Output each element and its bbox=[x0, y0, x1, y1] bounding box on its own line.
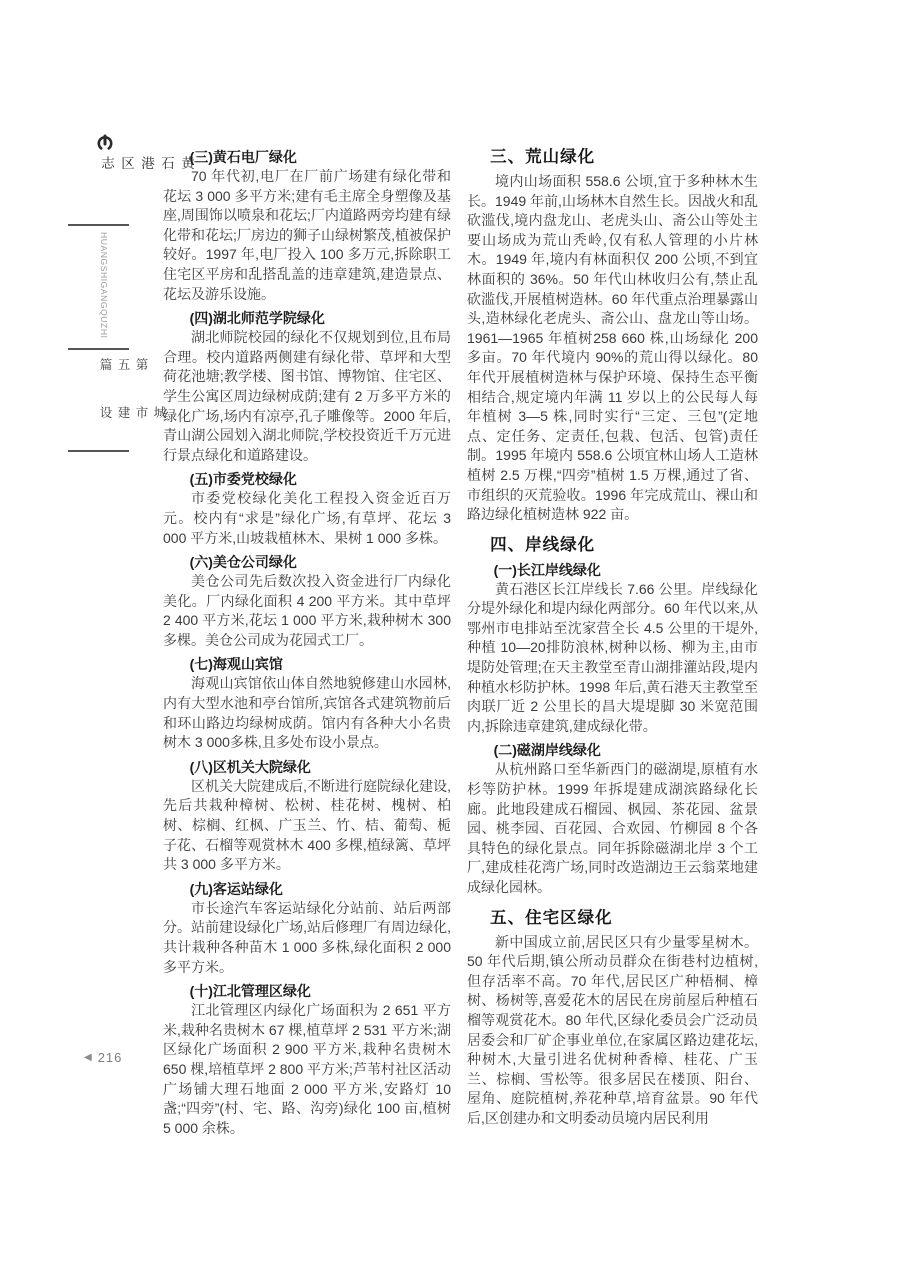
page-number-value: 216 bbox=[97, 1050, 123, 1065]
section-heading-hubei-normal-college: (四)湖北师范学院绿化 bbox=[189, 310, 325, 327]
page-number bbox=[84, 1050, 122, 1065]
part-label: 第五篇 bbox=[98, 358, 148, 373]
book-title-vertical: 黄石港区志 bbox=[99, 156, 194, 172]
right-column bbox=[467, 146, 758, 1129]
book-logo-icon bbox=[96, 134, 114, 152]
paragraph: 美仓公司先后数次投入资金进行厂内绿化美化。厂内绿化面积 4 200 平方米。其中草坪 2 400 平方米,花坛 1 000 平方米,栽种树木 300 多棵。美仓公司成为花园式工厂。 bbox=[163, 573, 451, 648]
section-heading-bus-station: (九)客运站绿化 bbox=[189, 880, 283, 897]
chapter-heading-residential: 五、住宅区绿化 bbox=[490, 908, 613, 927]
paragraph: 新中国成立前,居民区只有少量零星树木。50 年代后期,镇公所动员群众在街巷村边植树,但存活率不高。70 年代,居民区广种梧桐、樟树、杨树等,喜爱花木的居民在房前屋后种植石榴等观赏花木。80 年代,区绿化委员会广泛动员居委会和厂矿企事业单位,在家属区路边建花坛,种树木,大量引进名优树种香樟、桂花、广玉兰、棕榈、雪松等。很多居民在楼顶、阳台、屋角、庭院植树,养花种草,培育盆景。90 年代后,区创建办和文明委动员境内居民利用 bbox=[467, 933, 758, 1126]
page-arrow-icon: ◀ bbox=[84, 1052, 93, 1063]
paragraph: 市委党校绿化美化工程投入资金近百万元。校内有“求是”绿化广场,有草坪、花坛 3 000 平方米,山坡栽植林木、果树 1 000 多株。 bbox=[163, 490, 451, 546]
book-title-pinyin: HUANGSHIGANGQUZHI bbox=[99, 232, 109, 339]
section-heading-cihu-shoreline: (二)磁湖岸线绿化 bbox=[493, 742, 601, 759]
part-title: 城市建设 bbox=[98, 406, 166, 420]
sidebar-divider-middle bbox=[68, 348, 129, 350]
paragraph: 70 年代初,电厂在厂前广场建有绿化带和花坛 3 000 多平方米;建有毛主席全身塑像及基座,周围饰以喷泉和花坛;厂内道路两旁均建有绿化带和花坛;厂房边的狮子山绿树繁茂,植被保护较好。1997 年,电厂投入 100 多万元,拆除职工住宅区平房和乱搭乱盖的违章建筑,建造景点、花坛及游乐设施。 bbox=[163, 168, 451, 302]
section-heading-haiguanshan-hotel: (七)海观山宾馆 bbox=[189, 656, 283, 673]
section-heading-huangshi-power-plant: (三)黄石电厂绿化 bbox=[189, 149, 297, 165]
paragraph: 海观山宾馆依山体自然地貌修建山水园林,内有大型水池和亭台馆所,宾馆各式建筑物前后和环山路边均绿树成荫。馆内有各种大小名贵树木 3 000多株,且多处布设小景点。 bbox=[163, 675, 451, 751]
section-heading-district-compound: (八)区机关大院绿化 bbox=[189, 758, 311, 775]
paragraph: 从杭州路口至华新西门的磁湖堤,原植有水杉等防护林。1999 年拆堤建成湖滨路绿化长廊。此地段建成石榴园、枫园、茶花园、盆景园、桃李园、百花园、合欢园、竹柳园 8 个各具特色的绿化景点。同年拆除磁湖北岸 3 个工厂,建成桂花湾广场,同时改造湖边王云翁菜地建成绿化园林。 bbox=[467, 761, 758, 895]
chapter-heading-barren-hills: 三、荒山绿化 bbox=[490, 148, 596, 166]
paragraph: 境内山场面积 558.6 公顷,宜于多种林木生长。1949 年前,山场林木自然生长。因战火和乱砍滥伐,境内盘龙山、老虎头山、斋公山等处主要山场成为荒山秃岭,仅有私人管理的小片林木。1949 年,境内有林面积仅 200 公顷,不到宜林面积的 36%。50 年代山林收归公有,禁止乱砍滥伐,开展植树造林。60 年代重点治理暴露山头,造林绿化老虎头、斋公山、盘龙山等山场。1961—1965 年植树258 660 株,山场绿化 200 多亩。70 年代境内 90%的荒山得以绿化。80 年代开展植树造林与保护环境、保持生态平衡相结合,规定境内年满 11 岁以上的公民每人每年植树 3—5 株,同时实行“三定、三包”(定地点、定任务、定责任,包栽、包活、包管)责任制。1995 年境内 558.6 公顷宜林山场人工造林植树 2.5 万棵,“四旁”植树 1.5 万棵,通过了省、市组织的灭荒验收。1996 年完成荒山、裸山和路边绿化植树造林 922 亩。 bbox=[467, 173, 758, 523]
paragraph: 江北管理区内绿化广场面积为 2 651 平方米,栽种名贵树木 67 棵,植草坪 2 531 平方米;湖区绿化广场面积 2 900 平方米,栽种名贵树木 650 棵,培植草坪 2 800 平方米;芦苇村社区活动广场铺大理石地面 2 000 平方米,安路灯 10 盏;“四旁”(村、宅、路、沟旁)绿化 100 亩,植树 5 000 余株。 bbox=[163, 1002, 451, 1136]
sidebar-divider-bottom bbox=[68, 450, 129, 452]
chapter-heading-shoreline: 四、岸线绿化 bbox=[490, 535, 596, 554]
section-heading-party-school: (五)市委党校绿化 bbox=[189, 471, 297, 488]
left-column bbox=[163, 143, 451, 1138]
paragraph: 湖北师院校园的绿化不仅规划到位,且布局合理。校内道路两侧建有绿化带、草坪和大型荷花池塘;教学楼、图书馆、博物馆、住宅区、学生公寓区周边绿树成荫;建有 2 万多平方米的绿化广场,场内有凉亭,孔子雕像等。2000 年后,青山湖公园划入湖北师院,学校投资近千万元进行景点绿化和道路建设。 bbox=[163, 329, 451, 463]
paragraph: 黄石港区长江岸线长 7.66 公里。岸线绿化分堤外绿化和堤内绿化两部分。60 年代以来,从鄂州市电排站至沈家营全长 4.5 公里的干堤外,种植 10—20排防浪林,树种以杨、柳为主,由市堤防处管理;在天主教堂至青山湖排灌站段,堤内种植水杉防护林。1998 年后,黄石港天主教堂至肉联厂近 2 公里长的昌大堤堤脚 30 米宽范围内,拆除违章建筑,建成绿化带。 bbox=[467, 580, 758, 734]
paragraph: 市长途汽车客运站绿化分站前、站后两部分。站前建设绿化广场,站后修理厂有周边绿化,共计栽种各种苗木 1 000 多株,绿化面积 2 000 多平方米。 bbox=[163, 899, 451, 975]
paragraph: 区机关大院建成后,不断进行庭院绿化建设,先后共栽种樟树、松树、桂花树、槐树、柏树、棕榈、红枫、广玉兰、竹、桔、葡萄、栀子花、石榴等观赏林木 400 多棵,植绿篱、草坪共 3 000 多平方米。 bbox=[163, 777, 451, 873]
sidebar-divider-top bbox=[68, 224, 129, 226]
section-heading-yangtze-shoreline: (一)长江岸线绿化 bbox=[493, 561, 601, 578]
section-heading-meicang-company: (六)美仓公司绿化 bbox=[189, 554, 297, 571]
section-heading-jiangbei-district: (十)江北管理区绿化 bbox=[189, 983, 311, 1000]
